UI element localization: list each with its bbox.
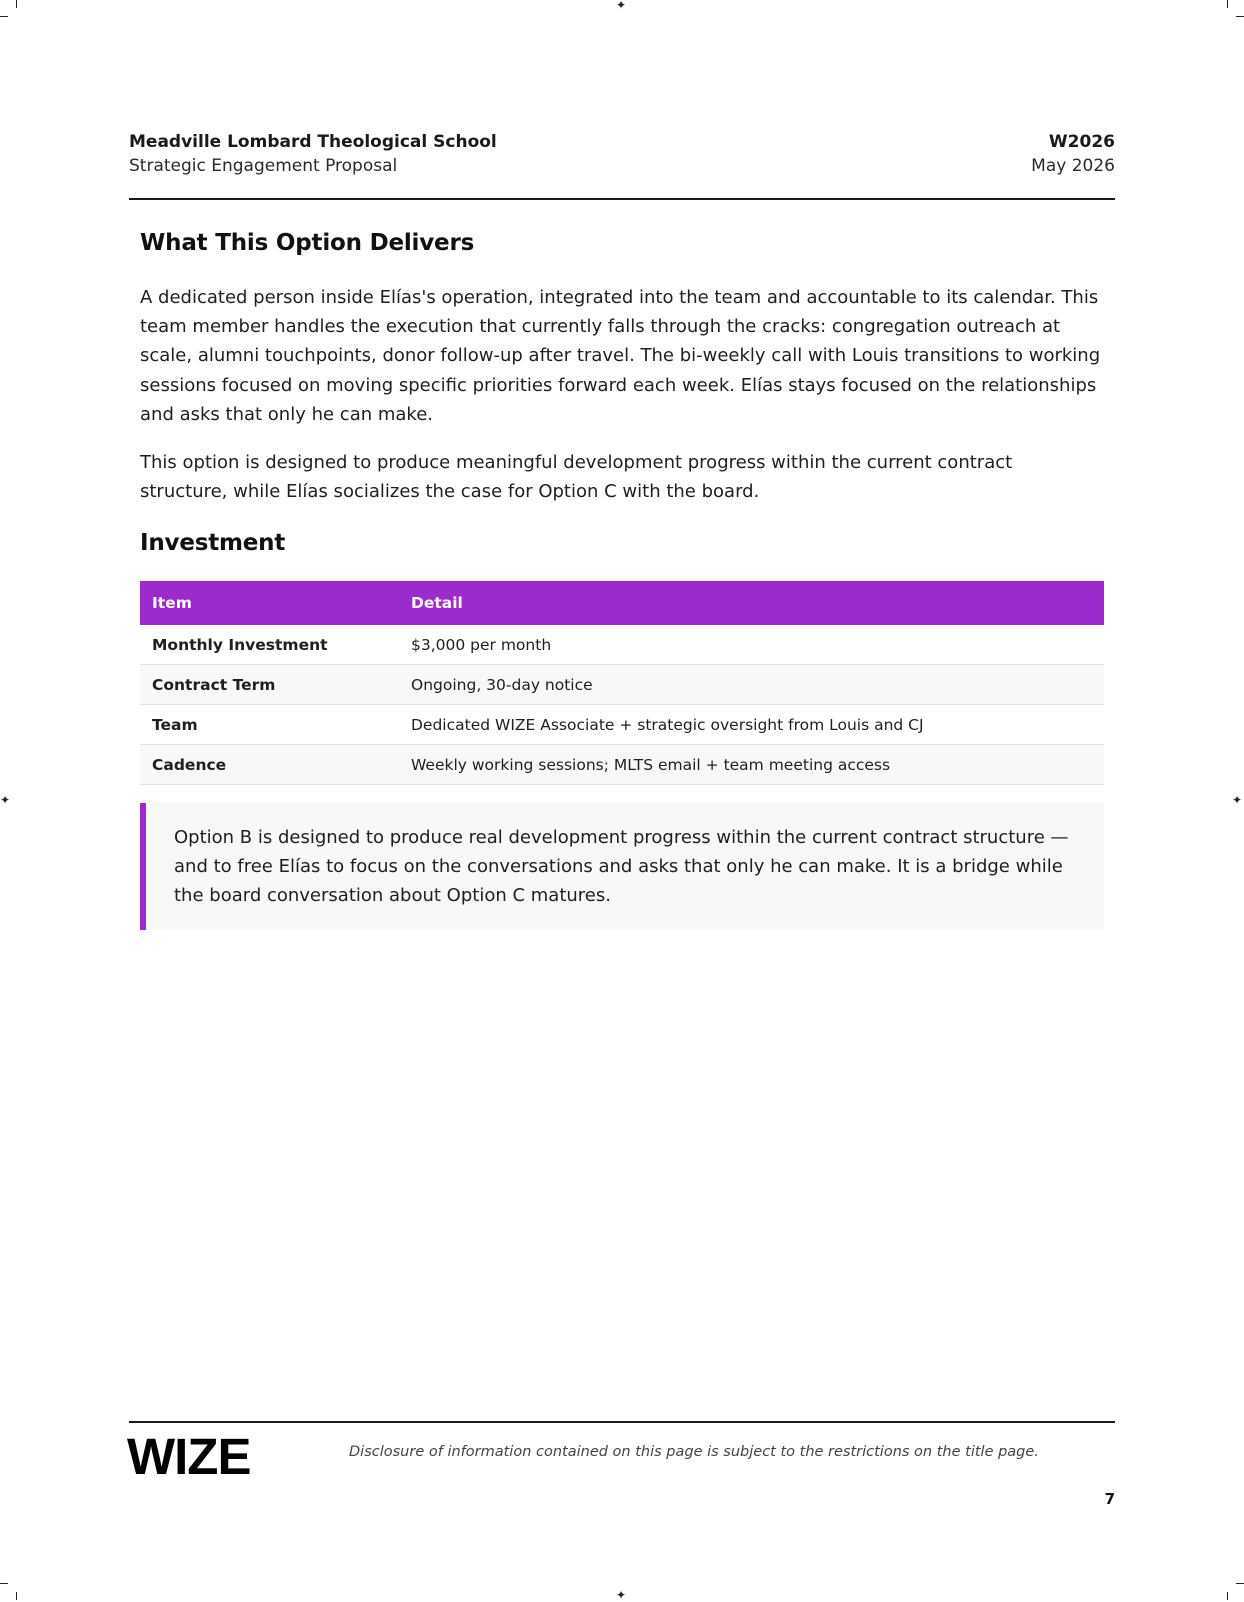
- row-detail: Ongoing, 30-day notice: [399, 665, 1104, 705]
- crop-mark-bottom-left: [16, 1592, 17, 1600]
- document-date: May 2026: [1031, 156, 1115, 176]
- row-detail: Weekly working sessions; MLTS email + team meeting access: [399, 745, 1104, 785]
- callout-box: [140, 803, 1104, 930]
- crop-mark-top-left: [16, 0, 17, 8]
- header-right: [1031, 130, 1115, 178]
- crop-mark-bottom-right: [1227, 1592, 1228, 1600]
- registration-mark-top: ✦: [616, 0, 627, 12]
- disclosure-notice: Disclosure of information contained on this page is subject to the restrictions on the title page.: [349, 1444, 1039, 1460]
- crop-mark-top-right: [1227, 0, 1228, 8]
- table-row: [140, 625, 1104, 665]
- crop-mark-bottom-left-h: [0, 1583, 8, 1584]
- section-heading-investment: Investment: [140, 530, 286, 556]
- table-header-row: [140, 581, 1104, 625]
- registration-mark-bottom: ✦: [616, 1588, 627, 1602]
- document-code: W2026: [1048, 132, 1115, 152]
- investment-table: [140, 581, 1104, 785]
- table-row: [140, 665, 1104, 705]
- row-detail: $3,000 per month: [399, 625, 1104, 665]
- registration-mark-right: ✦: [1232, 793, 1243, 807]
- page-number: 7: [1104, 1490, 1115, 1508]
- table-row: [140, 705, 1104, 745]
- column-header-detail: Detail: [399, 581, 1104, 625]
- delivers-paragraph-1: A dedicated person inside Elías's operation, integrated into the team and accountable to its calendar. This team member handles the execution that currently falls through the cracks: congregation outreach at scale, alumni touchpoints, donor follow-up after travel. The bi-weekly call with Louis transitions to working sessions focused on moving specific priorities forward each week. Elías stays focused on the relationships and asks that only he can make.: [140, 287, 1101, 425]
- column-header-item: Item: [140, 581, 399, 625]
- document-type: Strategic Engagement Proposal: [129, 156, 398, 176]
- table-row: [140, 745, 1104, 785]
- callout-text: Option B is designed to produce real development progress within the current contract structure — and to free Elías to focus on the conversations and asks that only he can make. It is a bridge while the board conversation about Option C matures.: [174, 827, 1069, 907]
- header-left: [129, 130, 497, 178]
- organization-name: Meadville Lombard Theological School: [129, 132, 497, 152]
- row-item: Contract Term: [140, 665, 399, 705]
- row-item: Monthly Investment: [140, 625, 399, 665]
- crop-mark-bottom-right-h: [1236, 1583, 1244, 1584]
- footer-divider: [129, 1421, 1115, 1423]
- delivers-paragraph-2: This option is designed to produce meaningful development progress within the current contract structure, while Elías socializes the case for Option C with the board.: [140, 452, 1013, 503]
- wize-logo: WIZE: [127, 1428, 251, 1485]
- crop-mark-top-right-h: [1236, 16, 1244, 17]
- row-item: Cadence: [140, 745, 399, 785]
- section-heading-delivers: What This Option Delivers: [140, 230, 475, 256]
- header-divider: [129, 198, 1115, 200]
- crop-mark-top-left-h: [0, 16, 8, 17]
- registration-mark-left: ✦: [0, 793, 11, 807]
- row-detail: Dedicated WIZE Associate + strategic oversight from Louis and CJ: [399, 705, 1104, 745]
- row-item: Team: [140, 705, 399, 745]
